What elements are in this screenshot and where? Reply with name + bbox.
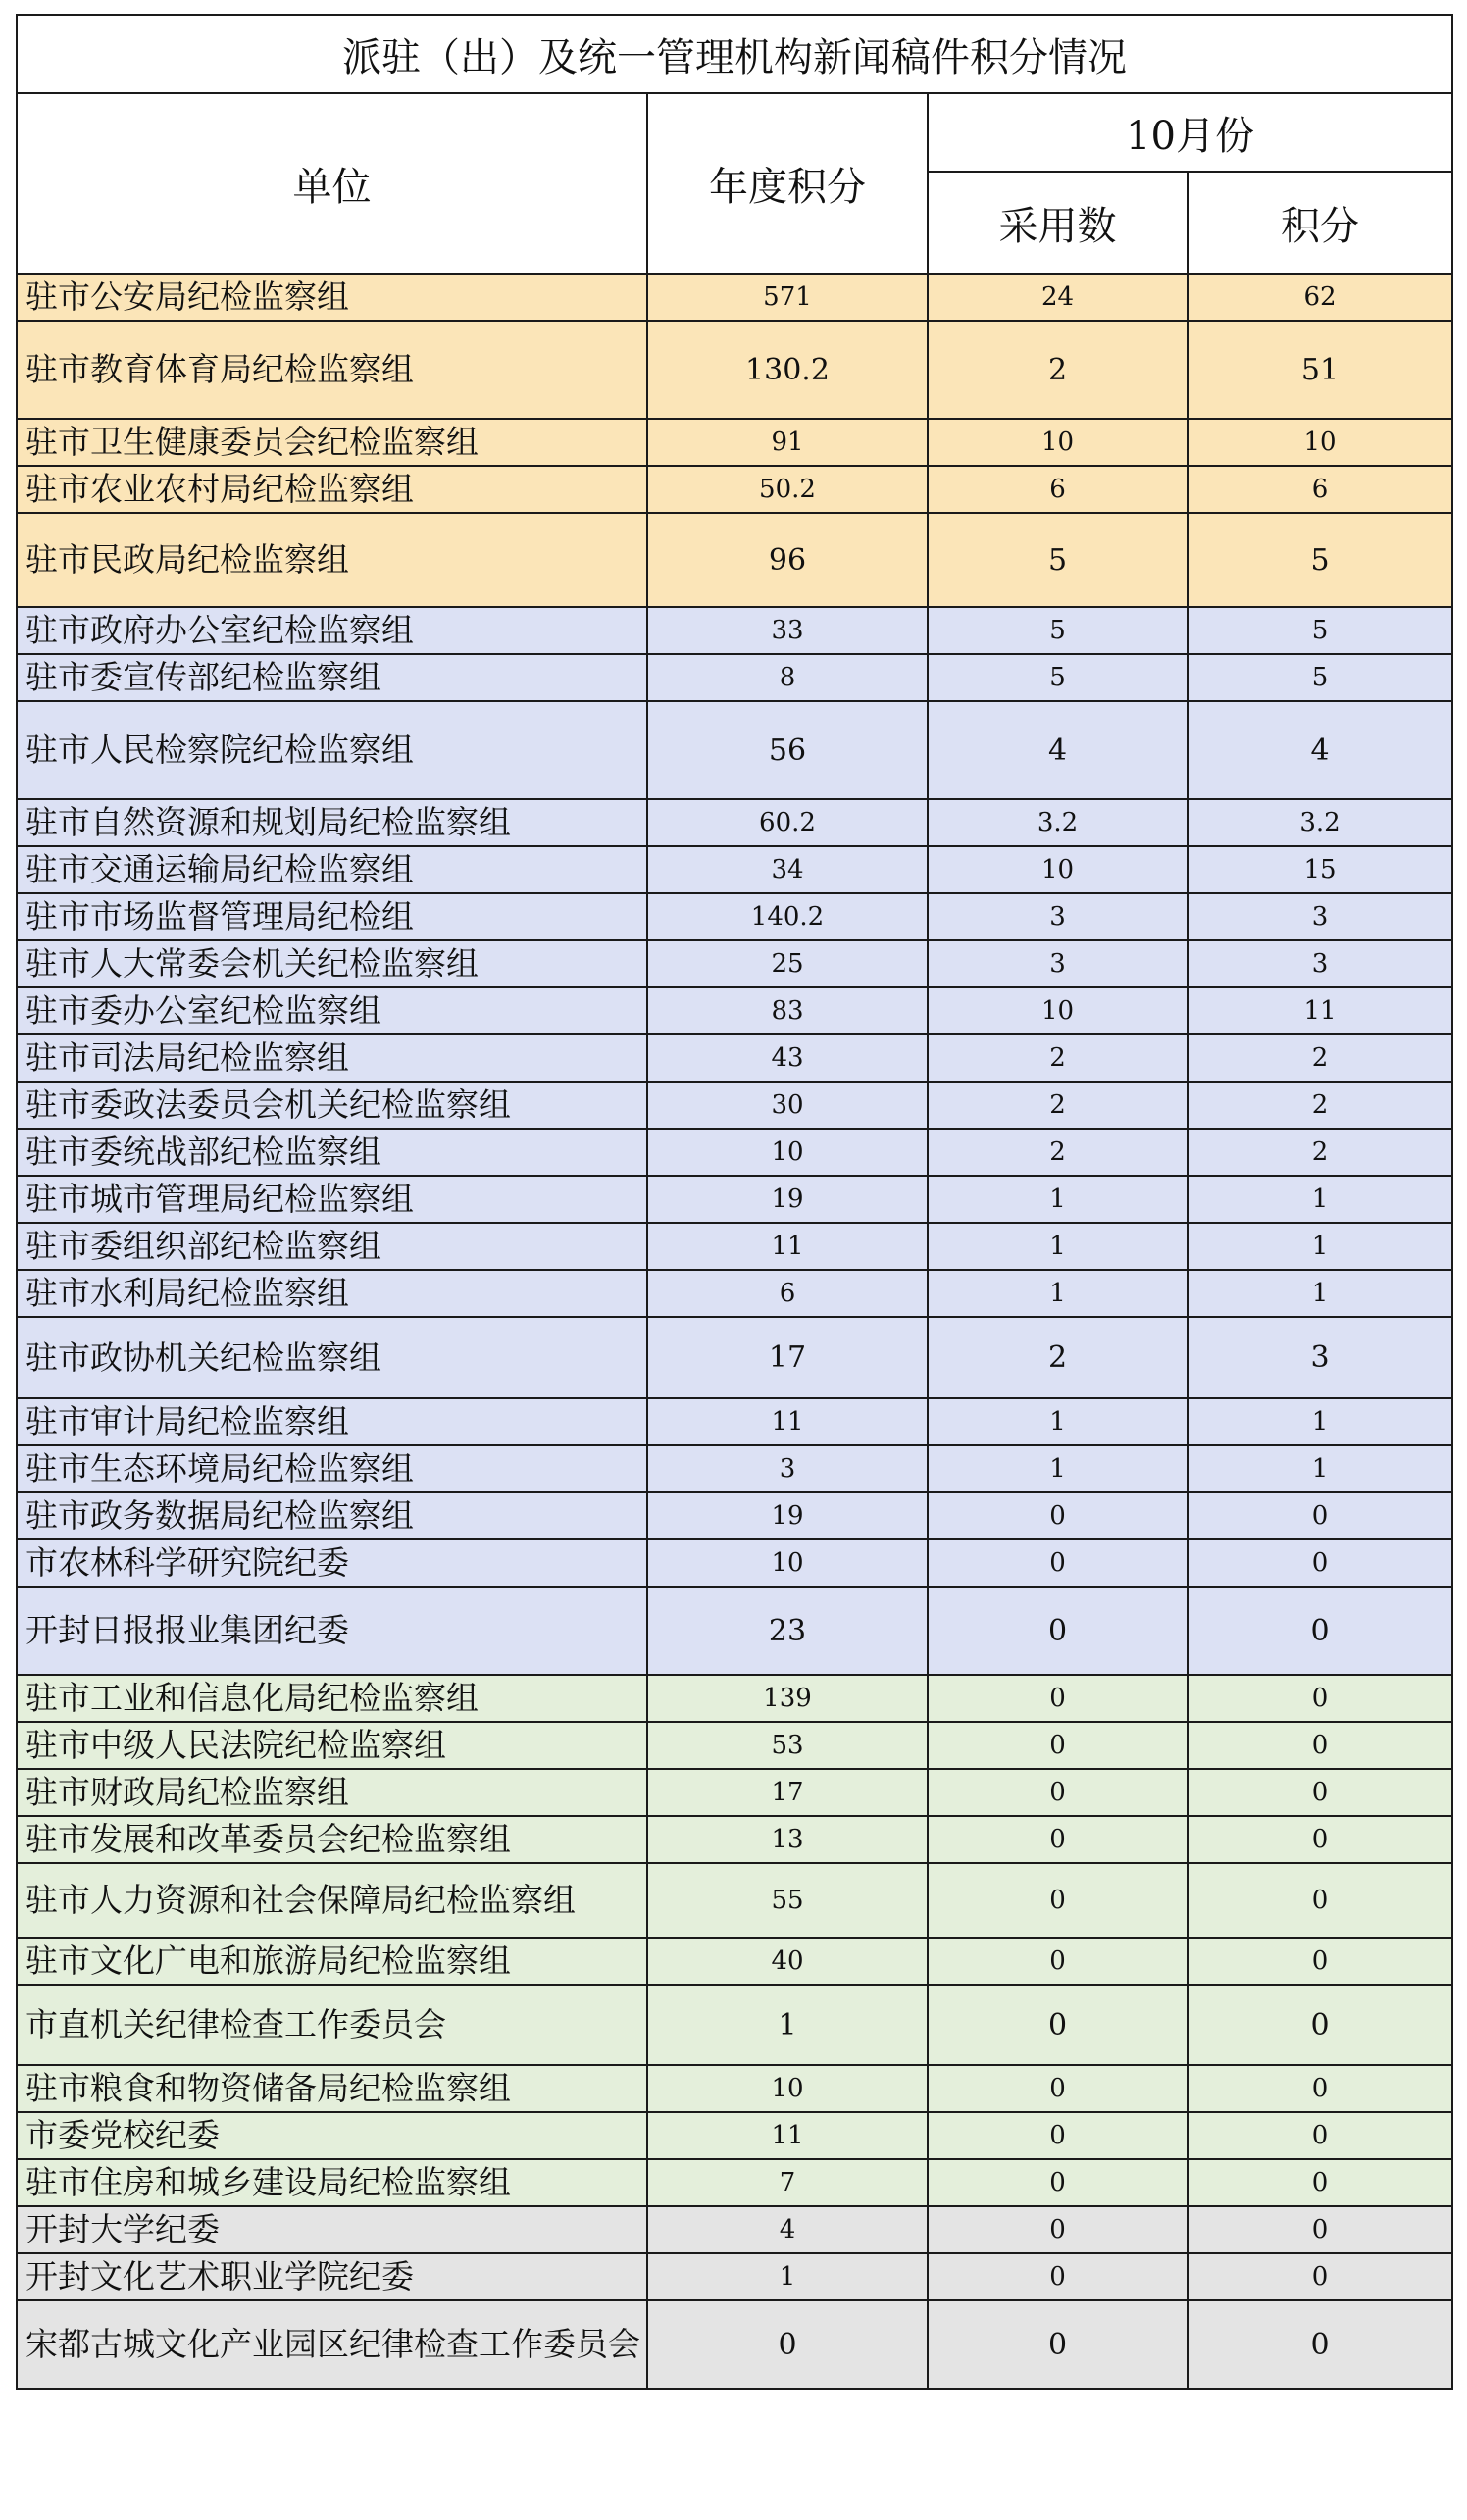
- adopted-count-cell: 0: [928, 2253, 1188, 2300]
- header-adopted-count: 采用数: [928, 172, 1188, 274]
- month-score-cell: 1: [1188, 1445, 1452, 1492]
- month-score-cell: 0: [1188, 1769, 1452, 1816]
- table-row: [17, 1769, 1452, 1816]
- table-row: [17, 654, 1452, 701]
- adopted-count-cell: 5: [928, 654, 1188, 701]
- table-row: [17, 1492, 1452, 1539]
- annual-score-cell: 50.2: [647, 466, 928, 513]
- month-score-cell: 3.2: [1188, 799, 1452, 846]
- annual-score-cell: 83: [647, 987, 928, 1034]
- annual-score-cell: 13: [647, 1816, 928, 1863]
- annual-score-cell: 96: [647, 513, 928, 607]
- unit-cell: 驻市民政局纪检监察组: [17, 513, 647, 607]
- adopted-count-cell: 0: [928, 2159, 1188, 2206]
- table-row: [17, 1675, 1452, 1722]
- table-row: [17, 1938, 1452, 1985]
- table-row: [17, 2300, 1452, 2389]
- table-row: [17, 1539, 1452, 1587]
- unit-cell: 驻市卫生健康委员会纪检监察组: [17, 419, 647, 466]
- annual-score-cell: 23: [647, 1587, 928, 1675]
- adopted-count-cell: 0: [928, 1816, 1188, 1863]
- month-score-cell: 0: [1188, 1587, 1452, 1675]
- month-score-cell: 0: [1188, 2112, 1452, 2159]
- table-row: [17, 2253, 1452, 2300]
- table-row: [17, 987, 1452, 1034]
- adopted-count-cell: 1: [928, 1445, 1188, 1492]
- annual-score-cell: 40: [647, 1938, 928, 1985]
- month-score-cell: 1: [1188, 1176, 1452, 1223]
- table-row: [17, 419, 1452, 466]
- annual-score-cell: 43: [647, 1034, 928, 1082]
- unit-cell: 驻市委办公室纪检监察组: [17, 987, 647, 1034]
- annual-score-cell: 3: [647, 1445, 928, 1492]
- annual-score-cell: 17: [647, 1769, 928, 1816]
- adopted-count-cell: 5: [928, 513, 1188, 607]
- unit-cell: 驻市住房和城乡建设局纪检监察组: [17, 2159, 647, 2206]
- adopted-count-cell: 0: [928, 1492, 1188, 1539]
- table-row: [17, 1082, 1452, 1129]
- adopted-count-cell: 3: [928, 893, 1188, 940]
- month-score-cell: 0: [1188, 2300, 1452, 2389]
- month-score-cell: 0: [1188, 1722, 1452, 1769]
- month-score-cell: 0: [1188, 2206, 1452, 2253]
- table-row: [17, 1816, 1452, 1863]
- annual-score-cell: 139: [647, 1675, 928, 1722]
- annual-score-cell: 140.2: [647, 893, 928, 940]
- annual-score-cell: 1: [647, 2253, 928, 2300]
- unit-cell: 驻市市场监督管理局纪检组: [17, 893, 647, 940]
- table-row: [17, 1985, 1452, 2065]
- adopted-count-cell: 2: [928, 1317, 1188, 1398]
- unit-cell: 驻市审计局纪检监察组: [17, 1398, 647, 1445]
- table-row: [17, 1445, 1452, 1492]
- adopted-count-cell: 0: [928, 1587, 1188, 1675]
- table-row: [17, 2112, 1452, 2159]
- annual-score-cell: 19: [647, 1176, 928, 1223]
- unit-cell: 宋都古城文化产业园区纪律检查工作委员会: [17, 2300, 647, 2389]
- unit-cell: 驻市财政局纪检监察组: [17, 1769, 647, 1816]
- unit-cell: 驻市政务数据局纪检监察组: [17, 1492, 647, 1539]
- month-score-cell: 3: [1188, 1317, 1452, 1398]
- adopted-count-cell: 0: [928, 2065, 1188, 2112]
- annual-score-cell: 11: [647, 2112, 928, 2159]
- annual-score-cell: 55: [647, 1863, 928, 1938]
- adopted-count-cell: 0: [928, 1985, 1188, 2065]
- month-score-cell: 0: [1188, 2065, 1452, 2112]
- unit-cell: 驻市委政法委员会机关纪检监察组: [17, 1082, 647, 1129]
- annual-score-cell: 10: [647, 2065, 928, 2112]
- table-row: [17, 1317, 1452, 1398]
- unit-cell: 驻市城市管理局纪检监察组: [17, 1176, 647, 1223]
- month-score-cell: 0: [1188, 1675, 1452, 1722]
- annual-score-cell: 34: [647, 846, 928, 893]
- adopted-count-cell: 6: [928, 466, 1188, 513]
- month-score-cell: 0: [1188, 1539, 1452, 1587]
- annual-score-cell: 91: [647, 419, 928, 466]
- table-row: [17, 701, 1452, 799]
- table-row: [17, 321, 1452, 419]
- table-row: [17, 1270, 1452, 1317]
- annual-score-cell: 10: [647, 1539, 928, 1587]
- unit-cell: 驻市政府办公室纪检监察组: [17, 607, 647, 654]
- adopted-count-cell: 5: [928, 607, 1188, 654]
- month-score-cell: 2: [1188, 1129, 1452, 1176]
- annual-score-cell: 10: [647, 1129, 928, 1176]
- month-score-cell: 15: [1188, 846, 1452, 893]
- month-score-cell: 1: [1188, 1270, 1452, 1317]
- adopted-count-cell: 0: [928, 1938, 1188, 1985]
- table-row: [17, 1176, 1452, 1223]
- annual-score-cell: 1: [647, 1985, 928, 2065]
- table-row: [17, 799, 1452, 846]
- unit-cell: 市农林科学研究院纪委: [17, 1539, 647, 1587]
- header-annual-score: 年度积分: [647, 93, 928, 274]
- adopted-count-cell: 4: [928, 701, 1188, 799]
- month-score-cell: 11: [1188, 987, 1452, 1034]
- adopted-count-cell: 10: [928, 987, 1188, 1034]
- table-title: 派驻（出）及统一管理机构新闻稿件积分情况: [17, 15, 1452, 93]
- annual-score-cell: 6: [647, 1270, 928, 1317]
- annual-score-cell: 53: [647, 1722, 928, 1769]
- table-row: [17, 1398, 1452, 1445]
- unit-cell: 驻市水利局纪检监察组: [17, 1270, 647, 1317]
- table-row: [17, 893, 1452, 940]
- adopted-count-cell: 2: [928, 1082, 1188, 1129]
- unit-cell: 开封文化艺术职业学院纪委: [17, 2253, 647, 2300]
- annual-score-cell: 56: [647, 701, 928, 799]
- table-row: [17, 1129, 1452, 1176]
- unit-cell: 驻市政协机关纪检监察组: [17, 1317, 647, 1398]
- table-row: [17, 2159, 1452, 2206]
- annual-score-cell: 11: [647, 1223, 928, 1270]
- adopted-count-cell: 1: [928, 1223, 1188, 1270]
- month-score-cell: 0: [1188, 1816, 1452, 1863]
- month-score-cell: 5: [1188, 607, 1452, 654]
- score-table: [16, 14, 1453, 2390]
- adopted-count-cell: 0: [928, 1675, 1188, 1722]
- annual-score-cell: 33: [647, 607, 928, 654]
- annual-score-cell: 19: [647, 1492, 928, 1539]
- month-score-cell: 0: [1188, 1938, 1452, 1985]
- unit-cell: 驻市人大常委会机关纪检监察组: [17, 940, 647, 987]
- month-score-cell: 62: [1188, 274, 1452, 321]
- unit-cell: 驻市委宣传部纪检监察组: [17, 654, 647, 701]
- table-row: [17, 1722, 1452, 1769]
- unit-cell: 驻市农业农村局纪检监察组: [17, 466, 647, 513]
- unit-cell: 驻市公安局纪检监察组: [17, 274, 647, 321]
- month-score-cell: 2: [1188, 1034, 1452, 1082]
- month-score-cell: 1: [1188, 1223, 1452, 1270]
- month-score-cell: 1: [1188, 1398, 1452, 1445]
- table-row: [17, 466, 1452, 513]
- unit-cell: 开封日报报业集团纪委: [17, 1587, 647, 1675]
- table-row: [17, 1223, 1452, 1270]
- month-score-cell: 2: [1188, 1082, 1452, 1129]
- table-row: [17, 846, 1452, 893]
- table-row: [17, 2065, 1452, 2112]
- unit-cell: 驻市粮食和物资储备局纪检监察组: [17, 2065, 647, 2112]
- table-body: [17, 274, 1452, 2389]
- adopted-count-cell: 2: [928, 1034, 1188, 1082]
- unit-cell: 驻市文化广电和旅游局纪检监察组: [17, 1938, 647, 1985]
- adopted-count-cell: 1: [928, 1270, 1188, 1317]
- adopted-count-cell: 0: [928, 1722, 1188, 1769]
- adopted-count-cell: 0: [928, 1863, 1188, 1938]
- month-score-cell: 0: [1188, 2253, 1452, 2300]
- unit-cell: 驻市委统战部纪检监察组: [17, 1129, 647, 1176]
- unit-cell: 驻市人民检察院纪检监察组: [17, 701, 647, 799]
- annual-score-cell: 17: [647, 1317, 928, 1398]
- table-row: [17, 1587, 1452, 1675]
- header-month: 10月份: [928, 93, 1452, 172]
- adopted-count-cell: 2: [928, 1129, 1188, 1176]
- adopted-count-cell: 0: [928, 2300, 1188, 2389]
- unit-cell: 市委党校纪委: [17, 2112, 647, 2159]
- adopted-count-cell: 10: [928, 419, 1188, 466]
- adopted-count-cell: 10: [928, 846, 1188, 893]
- header-unit: 单位: [17, 93, 647, 274]
- month-score-cell: 51: [1188, 321, 1452, 419]
- annual-score-cell: 130.2: [647, 321, 928, 419]
- adopted-count-cell: 0: [928, 2206, 1188, 2253]
- annual-score-cell: 571: [647, 274, 928, 321]
- unit-cell: 驻市中级人民法院纪检监察组: [17, 1722, 647, 1769]
- adopted-count-cell: 3: [928, 940, 1188, 987]
- adopted-count-cell: 1: [928, 1176, 1188, 1223]
- unit-cell: 驻市交通运输局纪检监察组: [17, 846, 647, 893]
- month-score-cell: 5: [1188, 513, 1452, 607]
- adopted-count-cell: 3.2: [928, 799, 1188, 846]
- month-score-cell: 6: [1188, 466, 1452, 513]
- table-row: [17, 513, 1452, 607]
- unit-cell: 驻市发展和改革委员会纪检监察组: [17, 1816, 647, 1863]
- unit-cell: 驻市委组织部纪检监察组: [17, 1223, 647, 1270]
- unit-cell: 驻市教育体育局纪检监察组: [17, 321, 647, 419]
- month-score-cell: 0: [1188, 1863, 1452, 1938]
- month-score-cell: 10: [1188, 419, 1452, 466]
- adopted-count-cell: 1: [928, 1398, 1188, 1445]
- annual-score-cell: 4: [647, 2206, 928, 2253]
- unit-cell: 开封大学纪委: [17, 2206, 647, 2253]
- adopted-count-cell: 0: [928, 1769, 1188, 1816]
- annual-score-cell: 11: [647, 1398, 928, 1445]
- annual-score-cell: 30: [647, 1082, 928, 1129]
- annual-score-cell: 25: [647, 940, 928, 987]
- month-score-cell: 0: [1188, 2159, 1452, 2206]
- adopted-count-cell: 2: [928, 321, 1188, 419]
- table-row: [17, 274, 1452, 321]
- adopted-count-cell: 0: [928, 1539, 1188, 1587]
- month-score-cell: 3: [1188, 940, 1452, 987]
- table-row: [17, 2206, 1452, 2253]
- unit-cell: 驻市司法局纪检监察组: [17, 1034, 647, 1082]
- table-row: [17, 1034, 1452, 1082]
- header-month-score: 积分: [1188, 172, 1452, 274]
- month-score-cell: 3: [1188, 893, 1452, 940]
- adopted-count-cell: 24: [928, 274, 1188, 321]
- month-score-cell: 0: [1188, 1985, 1452, 2065]
- table-row: [17, 1863, 1452, 1938]
- table-row: [17, 607, 1452, 654]
- unit-cell: 驻市工业和信息化局纪检监察组: [17, 1675, 647, 1722]
- month-score-cell: 4: [1188, 701, 1452, 799]
- annual-score-cell: 7: [647, 2159, 928, 2206]
- annual-score-cell: 60.2: [647, 799, 928, 846]
- annual-score-cell: 8: [647, 654, 928, 701]
- unit-cell: 驻市自然资源和规划局纪检监察组: [17, 799, 647, 846]
- month-score-cell: 0: [1188, 1492, 1452, 1539]
- unit-cell: 市直机关纪律检查工作委员会: [17, 1985, 647, 2065]
- unit-cell: 驻市生态环境局纪检监察组: [17, 1445, 647, 1492]
- adopted-count-cell: 0: [928, 2112, 1188, 2159]
- annual-score-cell: 0: [647, 2300, 928, 2389]
- unit-cell: 驻市人力资源和社会保障局纪检监察组: [17, 1863, 647, 1938]
- table-row: [17, 940, 1452, 987]
- month-score-cell: 5: [1188, 654, 1452, 701]
